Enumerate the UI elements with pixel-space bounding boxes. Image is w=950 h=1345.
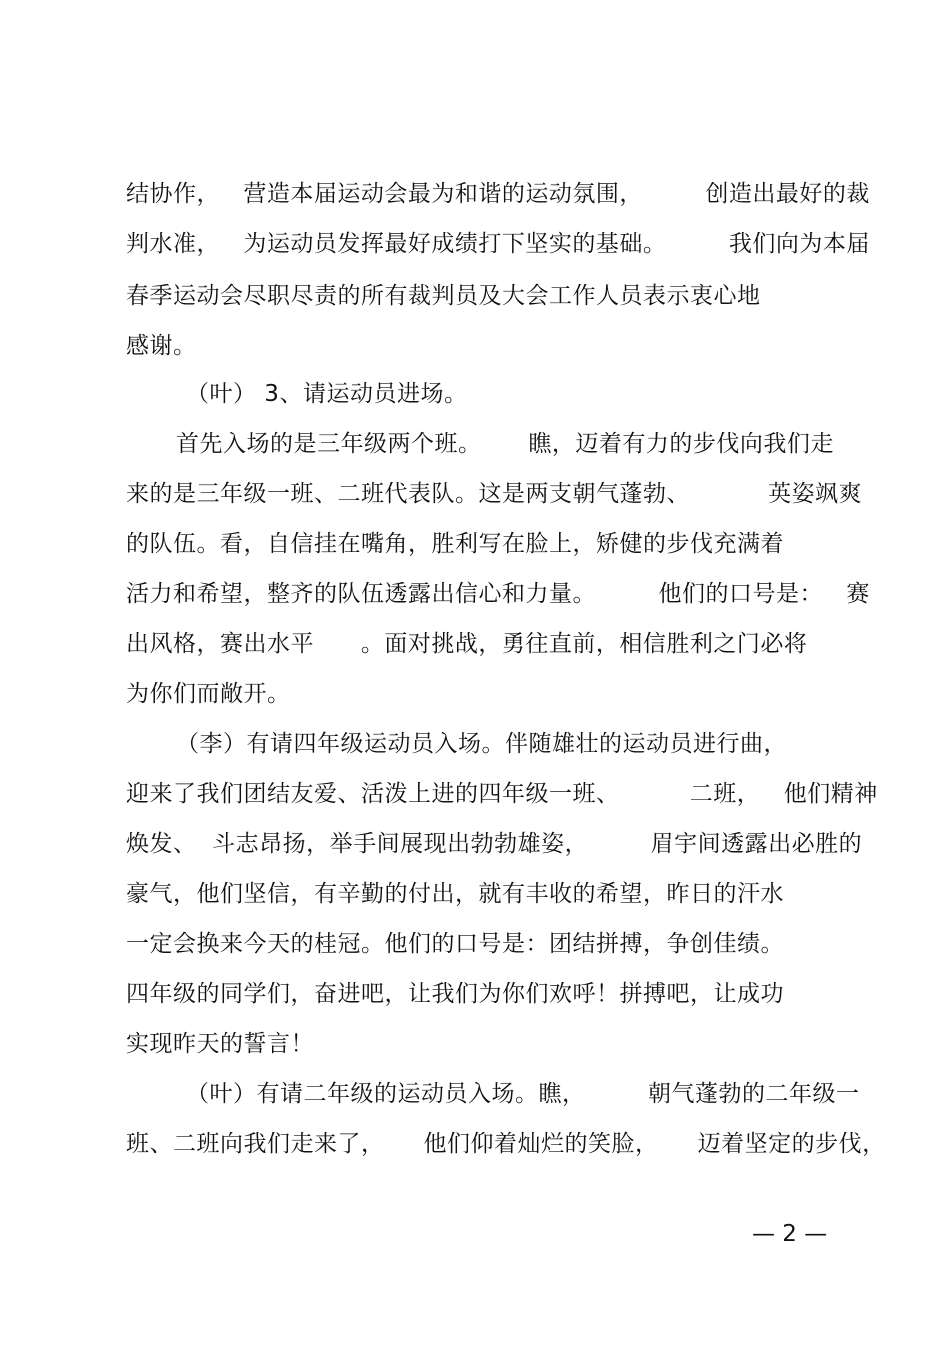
text-line: 四年级的同学们，奋进吧，让我们为你们欢呼！拼搏吧，让成功 bbox=[126, 981, 784, 1007]
text-line: 的队伍。看，自信挂在嘴角，胜利写在脸上，矫健的步伐充满着 bbox=[126, 531, 784, 557]
text-line: 结协作， 营造本届运动会最为和谐的运动氛围， 创造出最好的裁 bbox=[126, 181, 870, 207]
text-line: 实现昨天的誓言！ bbox=[126, 1031, 314, 1057]
text-line: （叶） 3、请运动员进场。 bbox=[186, 381, 468, 407]
text-line: 出风格，赛出水平 。面对挑战，勇往直前，相信胜利之门必将 bbox=[126, 631, 808, 657]
page-number: — 2 — bbox=[752, 1221, 828, 1247]
text-line: 豪气，他们坚信，有辛勤的付出，就有丰收的希望，昨日的汗水 bbox=[126, 881, 784, 907]
text-line: 迎来了我们团结友爱、活泼上进的四年级一班、 二班， 他们精神 bbox=[126, 781, 878, 807]
text-line: 首先入场的是三年级两个班。 瞧，迈着有力的步伐向我们走 bbox=[176, 431, 834, 457]
text-line: 焕发、 斗志昂扬，举手间展现出勃勃雄姿， 眉宇间透露出必胜的 bbox=[126, 831, 863, 857]
text-line: 来的是三年级一班、二班代表队。这是两支朝气蓬勃、 英姿飒爽 bbox=[126, 481, 863, 507]
text-line: 春季运动会尽职尽责的所有裁判员及大会工作人员表示衷心地 bbox=[126, 283, 761, 309]
text-line: 感谢。 bbox=[126, 333, 197, 359]
text-line: 一定会换来今天的桂冠。他们的口号是：团结拼搏，争创佳绩。 bbox=[126, 931, 784, 957]
text-line: （叶）有请二年级的运动员入场。瞧， 朝气蓬勃的二年级一 bbox=[186, 1081, 860, 1107]
text-line: 班、二班向我们走来了， 他们仰着灿烂的笑脸， 迈着坚定的步伐， bbox=[126, 1131, 886, 1157]
text-line: 判水准， 为运动员发挥最好成绩打下坚实的基础。 我们向为本届 bbox=[126, 231, 870, 257]
text-line: 活力和希望，整齐的队伍透露出信心和力量。 他们的口号是： 赛 bbox=[126, 581, 870, 607]
text-line: （李）有请四年级运动员入场。伴随雄壮的运动员进行曲， bbox=[176, 731, 787, 757]
text-line: 为你们而敞开。 bbox=[126, 681, 291, 707]
